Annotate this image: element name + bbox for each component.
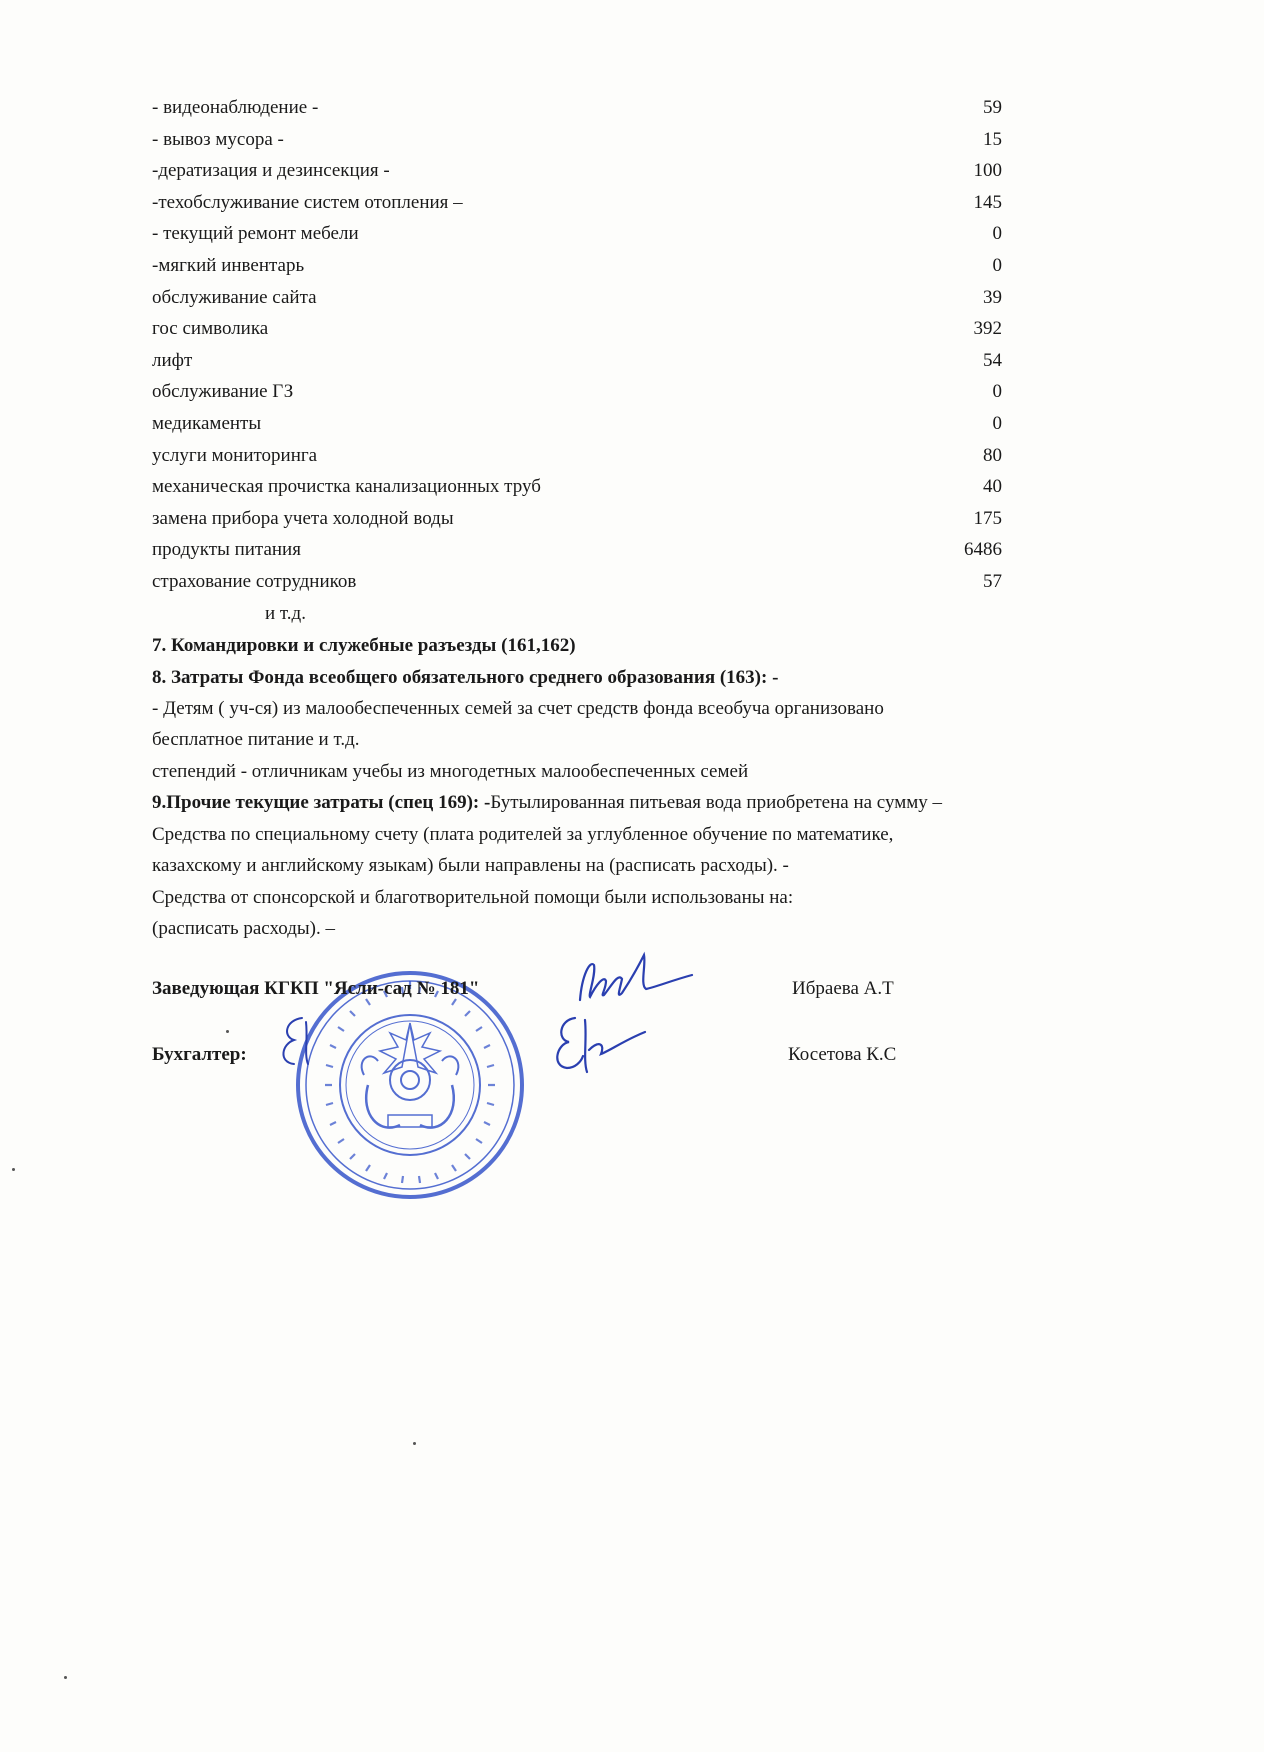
expense-label: услуги мониторинга — [152, 444, 318, 466]
scan-speck — [12, 1168, 15, 1171]
scan-speck — [413, 1442, 416, 1445]
expense-value: 40 — [983, 476, 1002, 498]
expense-value: 392 — [973, 318, 1002, 340]
section-8-heading: 8. Затраты Фонда всеобщего обязательного среднего образования (163): - — [152, 667, 779, 688]
expense-value: 0 — [992, 223, 1002, 245]
expense-value: 80 — [983, 444, 1002, 466]
expense-label: - текущий ремонт мебели — [152, 223, 359, 245]
head-signature-label: Заведующая КГКП "Ясли-сад № 181" — [152, 978, 480, 999]
expense-value: 0 — [992, 413, 1002, 434]
expense-row — [152, 124, 1002, 156]
scan-speck — [226, 1030, 229, 1033]
section-9-text: Бутылированная питьевая вода приобретена на сумму – — [490, 792, 943, 813]
scan-speck — [64, 1676, 67, 1679]
etc-text: и т.д. — [265, 603, 306, 624]
expense-row — [152, 92, 1002, 124]
expense-label: -мягкий инвентарь — [152, 255, 305, 276]
expense-row — [152, 376, 1002, 408]
expense-value: 145 — [973, 191, 1002, 213]
special-account-text-1: Средства по специальному счету (плата родителей за углубленное обучение по математике, — [152, 824, 894, 845]
expense-row — [152, 566, 1002, 598]
section-9-line — [152, 787, 1002, 819]
section-9-heading: 9.Прочие текущие затраты (спец 169): - — [152, 792, 491, 813]
accountant-signature-label: Бухгалтер: — [152, 1044, 247, 1065]
sponsor-text-1: Средства от спонсорской и благотворительной помощи были использованы на: — [152, 887, 794, 908]
section-7-heading: 7. Командировки и служебные разъезды (161,162) — [152, 635, 576, 656]
head-signature — [560, 945, 700, 1015]
expense-value: 59 — [983, 97, 1002, 118]
expense-value: 100 — [973, 160, 1002, 182]
expense-label: замена прибора учета холодной воды — [152, 507, 454, 529]
expense-label: лифт — [152, 349, 193, 371]
expense-value: 15 — [983, 128, 1002, 150]
expense-row — [152, 471, 1002, 503]
head-name: Ибраева А.Т — [792, 978, 894, 999]
expense-value: 0 — [992, 381, 1002, 403]
expense-label: механическая прочистка канализационных труб — [152, 476, 541, 498]
expense-row — [152, 313, 1002, 345]
expense-label: -дератизация и дезинсекция - — [152, 160, 390, 182]
expense-row — [152, 187, 1002, 219]
accountant-signature — [545, 1010, 655, 1080]
expense-label: страхование сотрудников — [152, 571, 357, 592]
expense-value: 6486 — [964, 539, 1002, 561]
expense-row — [152, 534, 1002, 566]
special-account-text-2: казахскому и английскому языкам) были направлены на (расписать расходы). - — [152, 855, 789, 876]
section-8-text-1: - Детям ( уч-ся) из малообеспеченных семей за счет средств фонда всеобуча организовано — [152, 698, 884, 719]
stamp-overlay-initials — [272, 1010, 332, 1070]
section-8-text-2: бесплатное питание и т.д. — [152, 729, 360, 750]
expense-label: - вывоз мусора - — [152, 128, 284, 150]
official-stamp — [290, 965, 530, 1205]
expense-label: обслуживание ГЗ — [152, 381, 294, 403]
expense-label: - видеонаблюдение - — [152, 97, 319, 118]
expense-value: 175 — [973, 507, 1002, 529]
sponsor-text-2: (расписать расходы). – — [152, 918, 335, 939]
expense-row — [152, 218, 1002, 250]
expense-label: гос символика — [152, 318, 269, 340]
accountant-name: Косетова К.С — [788, 1044, 897, 1065]
expense-label: медикаменты — [152, 413, 262, 434]
expense-value: 0 — [992, 255, 1002, 276]
expense-row — [152, 282, 1002, 314]
expense-row — [152, 250, 1002, 282]
expense-row — [152, 408, 1002, 440]
expense-label: продукты питания — [152, 539, 301, 561]
section-8-text-3: степендий - отличникам учебы из многодетных малообеспеченных семей — [152, 761, 749, 782]
expense-label: -техобслуживание систем отопления – — [152, 191, 463, 213]
expense-row — [152, 503, 1002, 535]
expense-value: 54 — [983, 349, 1002, 371]
expense-row — [152, 155, 1002, 187]
expense-value: 57 — [983, 571, 1002, 592]
expense-row — [152, 345, 1002, 377]
expense-label: обслуживание сайта — [152, 286, 317, 308]
expense-value: 39 — [983, 286, 1002, 308]
expense-row — [152, 440, 1002, 472]
